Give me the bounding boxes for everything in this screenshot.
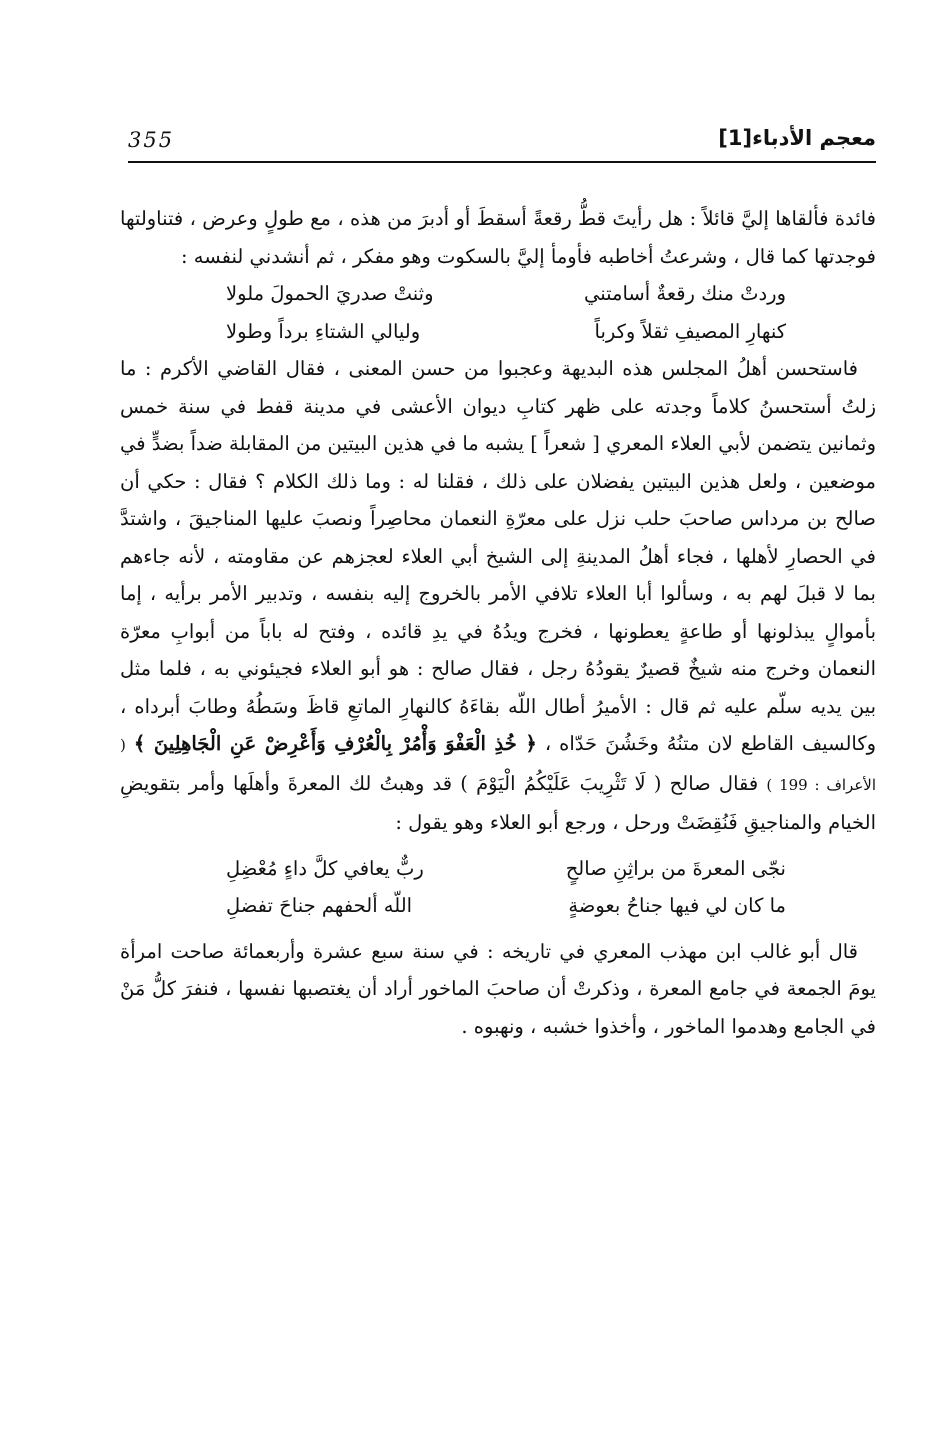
verse-4-second-half: اللّه ألحفهم جناحَ تفضلِ	[226, 894, 413, 917]
paragraph-3: قال أبو غالب ابن مهذب المعري في تاريخه : في سنة سبع عشرة وأربعمائة صاحت امرأة يومَ الجمعة في جامع المعرة ، وذكرتْ أن صاحبَ الماخور أراد أن يغتصبها نفسها ، فنفرَ كلُّ مَنْ في الجامع وهدموا الماخور ، وأخذوا خشبه ، ونهبوه .	[120, 939, 876, 1038]
verse-3-second-half: ربٌّ يعافي كلَّ داءٍ مُعْضِلِ	[226, 856, 424, 880]
paragraph-2	[120, 350, 876, 842]
verse-line-3	[226, 850, 786, 888]
spacer	[120, 842, 876, 850]
verse-1-first-half: وردتْ منك رقعةٌ أسامتني	[584, 282, 786, 305]
verse-1-second-half: وثنتْ صدريَ الحمولَ ملولا	[226, 282, 434, 305]
header-rule	[128, 161, 876, 163]
spacer	[120, 925, 876, 933]
verse-line-1	[226, 275, 786, 313]
verse-2-first-half: كنهارِ المصيفِ ثقلاً وكرباً	[594, 319, 786, 343]
paragraph-2-text: فاستحسن أهلُ المجلس هذه البديهة وعجبوا من حسن المعنى ، فقال القاضي الأكرم : ما زلتُ أستحسنُ كلاماً وجدته على ظهر كتابِ ديوان الأعشى في مدينة قفط في سنة خمس وثمانين يتضمن لأبي العلاء المعري [ شعراً ] يشبه ما في هذين البيتين من المقابلة ضداً بضدٍّ في موضعين ، ولعل هذين البيتين يفضلان على ذلك ، فقلنا له : وما ذلك الكلام ؟ فقال : حكي أن صالح بن مرداس صاحبَ حلب نزل على معرّةِ النعمان محاصِراً ونصبَ عليها المناجيقَ ، واشتدَّ في الحصارِ لأهلها ، فجاء أهلُ المدينةِ إلى الشيخ أبي العلاء لعجزهم عن مقاومته ، لأنه جاءهم بما لا قبلَ لهم به ، وسألوا أبا العلاء تلافي الأمر بالخروج إليه بنفسه ، وتدبير الأمر برأيه ، إما بأموالٍ يبذلونها أو طاعةٍ يعطونها ، فخرج ويدُهُ في يدِ قائده ، وفتح له باباً من أبوابِ معرّة النعمان وخرج منه شيخٌ قصيرٌ يقودُهُ رجل ، فقال صالح : هو أبو العلاء فجيئوني به ، فلما مثل بين يديه سلّم عليه ثم قال : الأميرُ أطال اللّه بقاءَهُ كالنهارِ الماتعِ قاظَ وسَطُهُ وطابَ أبرداه ، وكالسيف القاطع لان متنُهُ وخَشُنَ حَدّاه ،	[120, 357, 877, 755]
page-header	[128, 122, 876, 156]
quran-reference: ( الأعراف : 199 )	[120, 736, 876, 794]
quran-quote: ﴿ خُذِ الْعَفْوَ وَأْمُرْ بِالْعُرْفِ وَأَعْرِضْ عَنِ الْجَاهِلِينَ ﴾	[133, 732, 537, 755]
page-body	[120, 200, 876, 1045]
paragraph-1: فائدة فألقاها إليَّ قائلاً : هل رأيتَ قطُّ رقعةً أسقطَ أو أدبرَ من هذه ، مع طولٍ وعرض ، فتناولتها فوجدتها كما قال ، وشرعتُ أخاطبه فأومأ إليَّ بالسكوت وهو مفكر ، ثم أنشدني لنفسه :	[120, 207, 876, 268]
verse-line-4	[226, 887, 786, 925]
running-head: معجم الأدباء[1]	[718, 126, 876, 150]
page-number: 355	[128, 128, 175, 152]
paragraph-2-end: فقال صالح ( لَا تَثْرِيبَ عَلَيْكُمُ الْيَوْمَ ) قد وهبتُ لك المعرةَ وأهلَها وأمر بتقويضِ الخيام والمناجيقِ فَنُقِضَتْ ورحل ، ورجع أبو العلاء وهو يقول :	[120, 771, 876, 834]
verse-3-first-half: نجّى المعرةَ من براثِنِ صالحٍ	[565, 856, 786, 880]
verse-4-first-half: ما كان لي فيها جناحُ بعوضةٍ	[568, 894, 786, 917]
verse-2-second-half: وليالي الشتاءِ برداً وطولا	[226, 319, 421, 343]
verse-line-2	[226, 313, 786, 351]
